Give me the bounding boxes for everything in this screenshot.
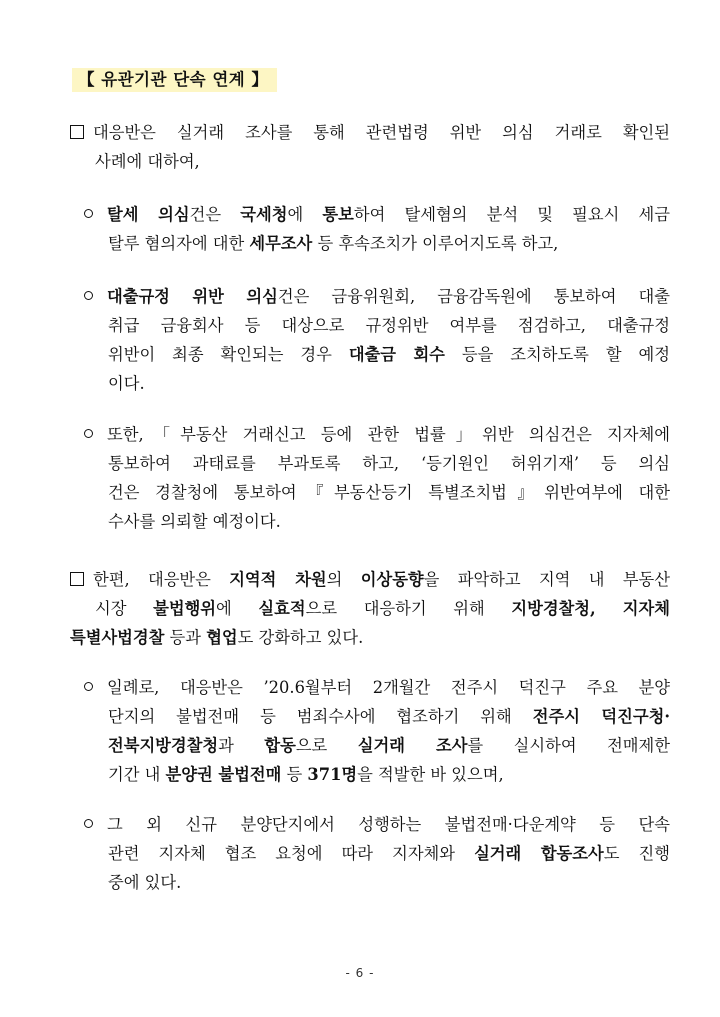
paragraph-square-1	[70, 118, 670, 176]
text-run: 건은 금융위원회, 금융감독원에 통보하여 대출	[277, 287, 670, 306]
bold-run: 지방경찰청, 지자체	[511, 599, 670, 618]
paragraph-circle-5	[84, 810, 670, 897]
text-line	[84, 702, 670, 731]
text-run: 도 진행	[603, 844, 671, 863]
page-number: - 6 -	[345, 966, 375, 980]
bold-run: 전북지방경찰청	[108, 736, 219, 755]
text-run: 그 외 신규 분양단지에서 성행하는 불법전매·다운계약 등 단속	[107, 815, 670, 834]
bold-run: 통보	[322, 205, 354, 224]
paragraph-circle-1	[84, 200, 670, 258]
text-run: 단지의 불법전매 등 범죄수사에 협조하기 위해	[108, 707, 533, 726]
text-run: 중에 있다.	[108, 873, 182, 892]
text-line	[70, 623, 670, 652]
bold-run: 분양권 불법전매	[165, 765, 282, 784]
circle-bullet-icon	[84, 429, 93, 438]
square-bullet-icon	[70, 572, 84, 586]
text-line	[84, 673, 670, 702]
text-line	[84, 810, 670, 839]
text-run: 일례로, 대응반은 ’20.6월부터 2개월간 전주시 덕진구 주요 분양	[107, 678, 670, 697]
bold-run: 협업	[206, 628, 238, 647]
circle-bullet-icon	[84, 819, 93, 828]
bold-run: 국세청	[240, 205, 288, 224]
bold-run: 대출금 회수	[348, 345, 445, 364]
text-run: 하여 탈세혐의 분석 및 필요시 세금	[353, 205, 670, 224]
bold-run: 전주시 덕진구청·	[532, 707, 670, 726]
text-run: 위반이 최종 확인되는 경우	[108, 345, 349, 364]
circle-bullet-icon	[84, 209, 93, 218]
bold-run: 탈세 의심	[107, 205, 190, 224]
text-run: 으로 대응하기 위해	[305, 599, 512, 618]
text-run: 관련 지자체 협조 요청에 따라 지자체와	[108, 844, 475, 863]
text-line	[70, 147, 670, 176]
text-line	[84, 507, 670, 536]
text-run: 사례에 대하여,	[95, 152, 200, 171]
bold-run: 세무조사	[249, 234, 313, 253]
text-line	[84, 229, 670, 258]
bold-run: 실거래 합동조사	[474, 844, 604, 863]
text-line	[84, 731, 670, 760]
bold-run: 불법행위	[153, 599, 217, 618]
text-run: 에	[287, 205, 323, 224]
text-run: 수사를 의뢰할 예정이다.	[108, 512, 281, 531]
text-run: 도 강화하고 있다.	[237, 628, 364, 647]
text-line	[70, 118, 670, 147]
text-line	[84, 478, 670, 507]
section-heading: 【 유관기관 단속 연계 】	[72, 68, 277, 92]
text-run: 를 실시하여 전매제한	[467, 736, 670, 755]
bold-run: 이상동향	[360, 570, 424, 589]
text-run: 통보하여 과태료를 부과토록 하고, ‘등기원인 허위기재’ 등 의심	[108, 454, 670, 473]
text-run: 의	[326, 570, 361, 589]
text-run: 을 파악하고 지역 내 부동산	[423, 570, 670, 589]
text-line	[70, 594, 670, 623]
bold-run: 합동	[264, 736, 296, 755]
text-run: 등을 조치하도록 할 예정	[444, 345, 670, 364]
text-line	[84, 311, 670, 340]
paragraph-circle-3	[84, 420, 670, 536]
text-line	[84, 839, 670, 868]
text-line	[84, 420, 670, 449]
text-run: 대응반은 실거래 조사를 통해 관련법령 위반 의심 거래로 확인된	[93, 123, 670, 142]
circle-bullet-icon	[84, 291, 93, 300]
bold-run: 371명	[307, 765, 358, 784]
text-run: 취급 금융회사 등 대상으로 규정위반 여부를 점검하고, 대출규정	[108, 316, 670, 335]
text-line	[84, 760, 670, 789]
text-run: 등과	[164, 628, 207, 647]
text-run: 한편, 대응반은	[93, 570, 230, 589]
text-run: 건은	[189, 205, 241, 224]
bold-run: 지역적 차원	[229, 570, 327, 589]
text-run: 시장	[95, 599, 154, 618]
text-run: 탈루 혐의자에 대한	[108, 234, 250, 253]
text-line	[84, 282, 670, 311]
text-line	[84, 340, 670, 369]
text-run: 을 적발한 바 있으며,	[357, 765, 504, 784]
text-run: 과	[218, 736, 265, 755]
text-line	[84, 449, 670, 478]
paragraph-circle-2	[84, 282, 670, 398]
text-line	[84, 868, 670, 897]
text-run: 등	[281, 765, 308, 784]
text-line	[84, 369, 670, 398]
paragraph-circle-4	[84, 673, 670, 789]
text-run: 건은 경찰청에 통보하여『부동산등기 특별조치법』위반여부에 대한	[108, 483, 670, 502]
text-run: 이다.	[108, 374, 145, 393]
text-run: 또한,「부동산 거래신고 등에 관한 법률」위반 의심건은 지자체에	[107, 425, 670, 444]
text-run: 등 후속조치가 이루어지도록 하고,	[312, 234, 559, 253]
bold-run: 실효적	[258, 599, 306, 618]
bold-run: 특별사법경찰	[70, 628, 165, 647]
text-run: 으로	[295, 736, 358, 755]
text-line	[70, 565, 670, 594]
square-bullet-icon	[70, 125, 84, 139]
bold-run: 실거래 조사	[357, 736, 468, 755]
text-run: 기간 내	[108, 765, 166, 784]
circle-bullet-icon	[84, 682, 93, 691]
text-line	[84, 200, 670, 229]
paragraph-square-2	[70, 565, 670, 652]
text-run: 에	[216, 599, 259, 618]
bold-run: 대출규정 위반 의심	[107, 287, 278, 306]
